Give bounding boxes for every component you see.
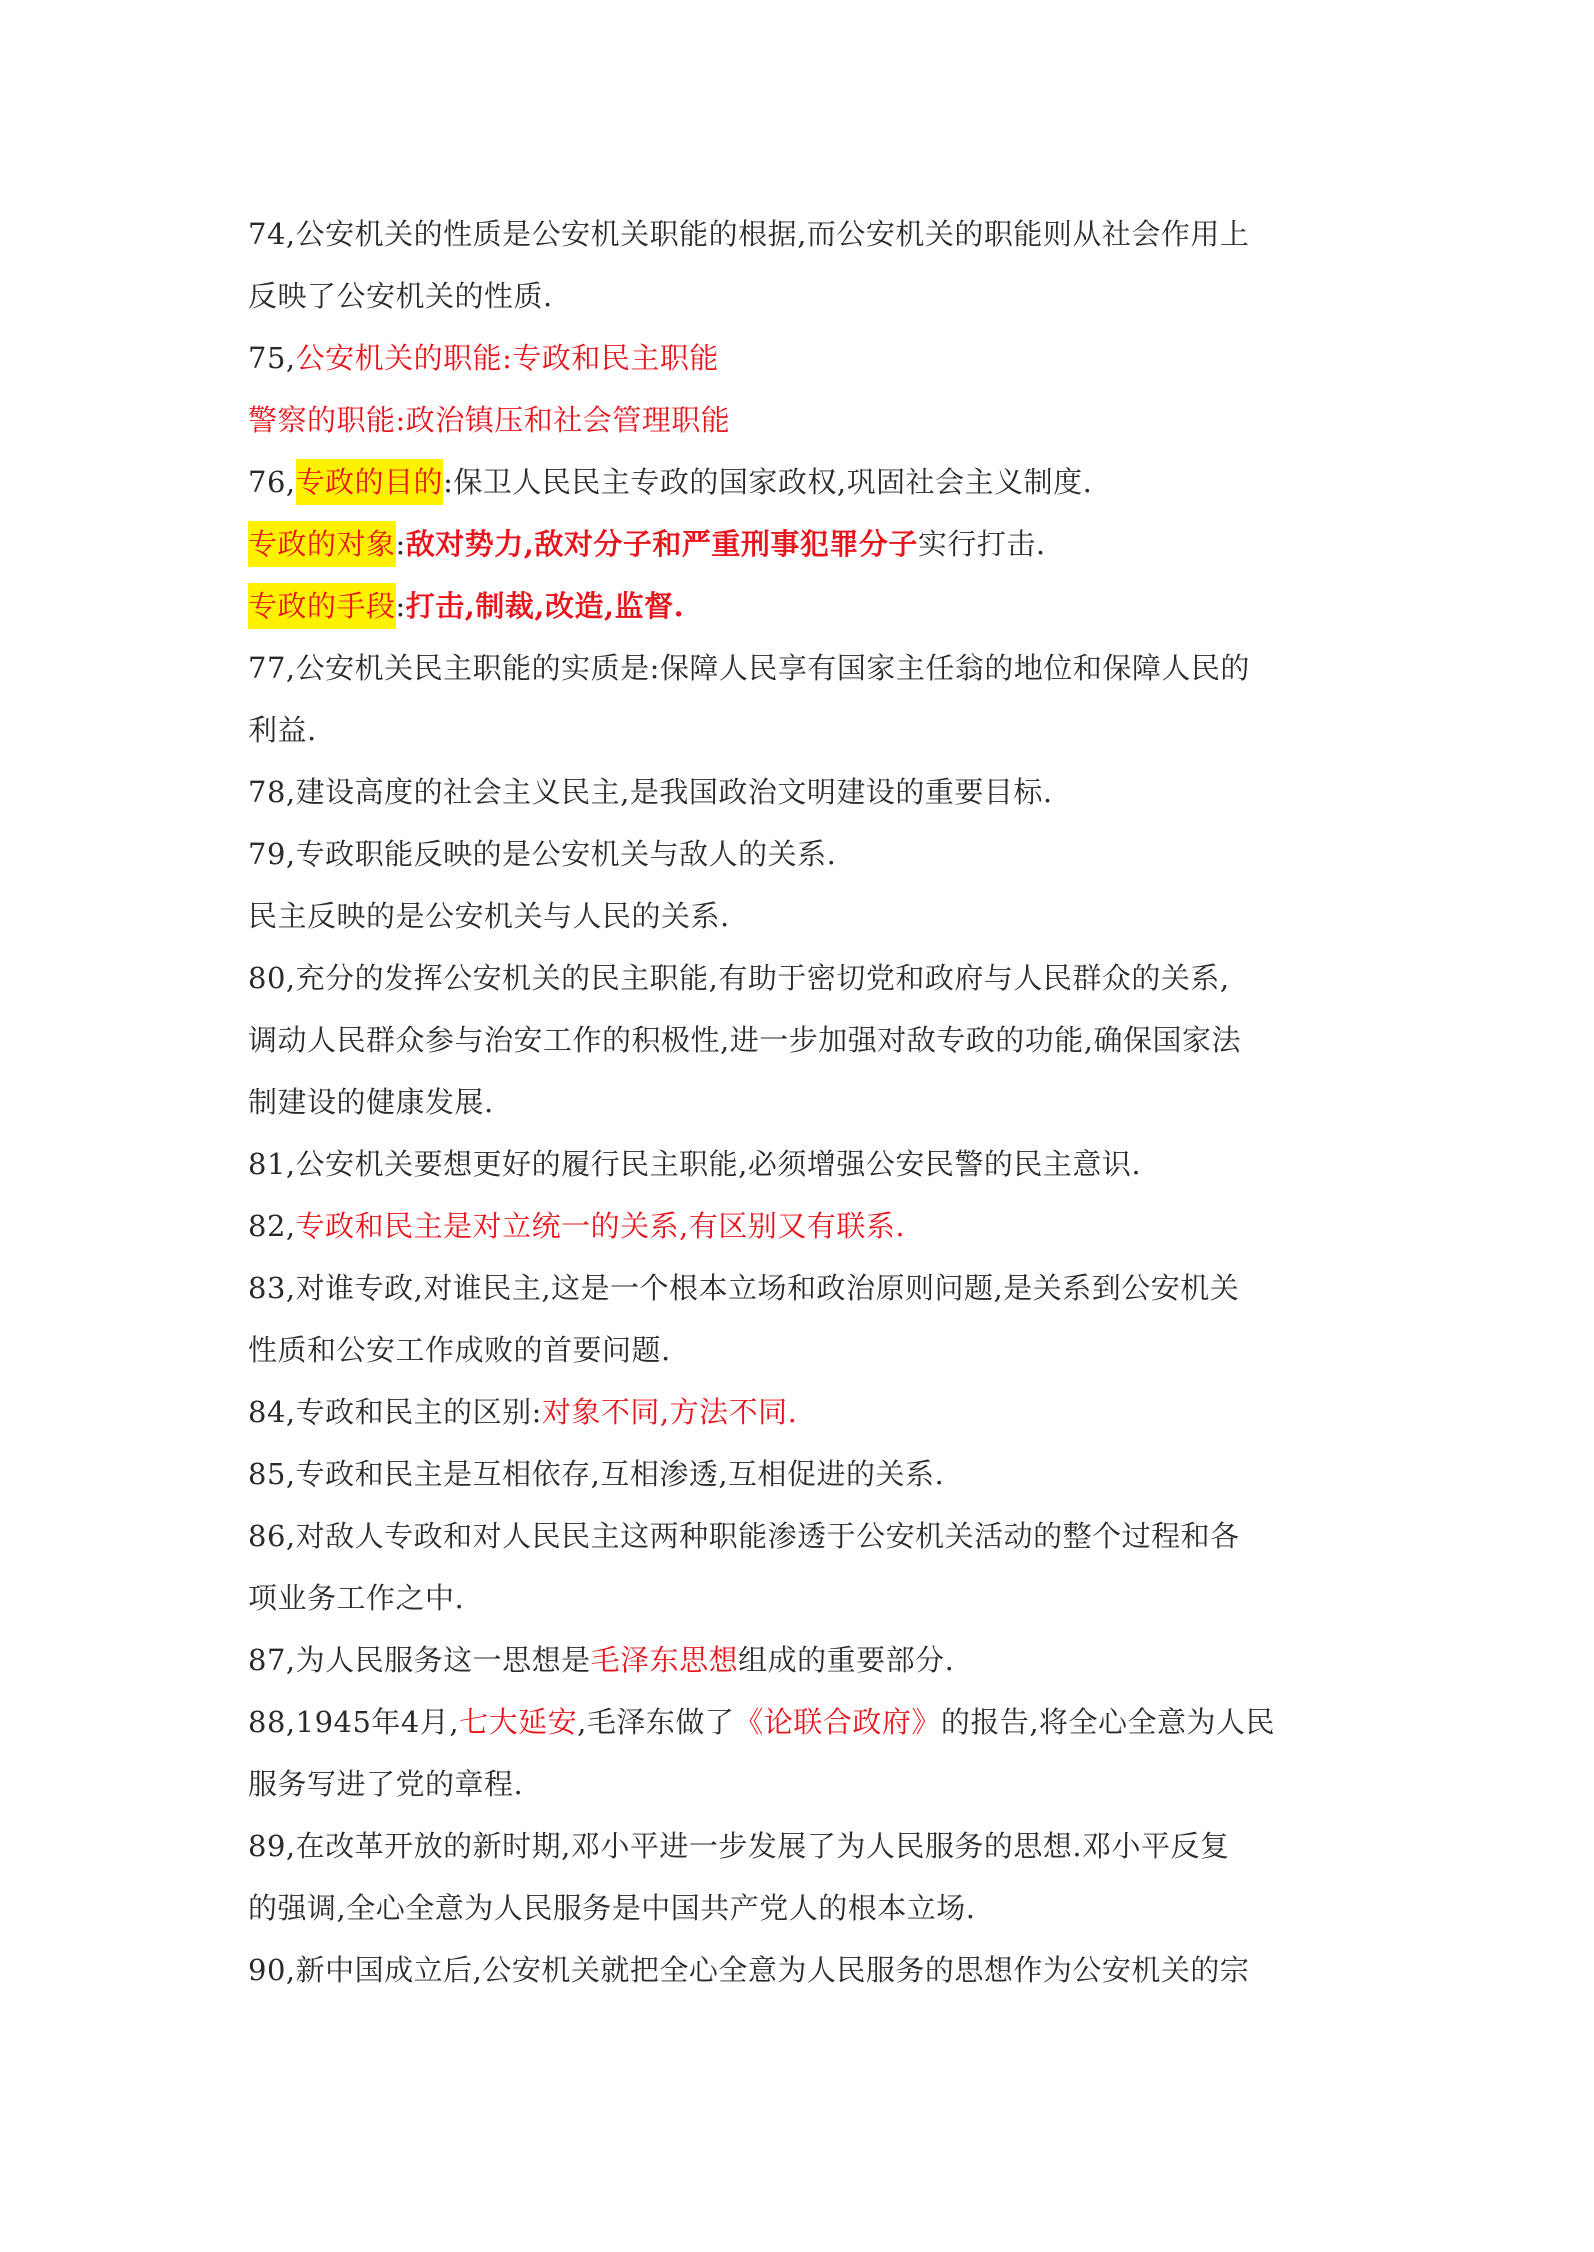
text-line <box>248 823 1358 885</box>
text-run: 性质和公安工作成败的首要问题. <box>248 1333 671 1367</box>
text-run: 公安机关的职能:专政和民主职能 <box>295 341 719 375</box>
text-run: 组成的重要部分. <box>738 1643 955 1677</box>
text-run: 专政和民主是对立统一的关系,有区别又有联系. <box>295 1209 906 1243</box>
text-run: 的报告,将全心全意为人民 <box>940 1705 1276 1739</box>
text-line <box>248 1877 1358 1939</box>
text-line <box>248 1567 1358 1629</box>
text-run: 87,为人民服务这一思想是 <box>248 1643 591 1677</box>
text-run: 的强调,全心全意为人民服务是中国共产党人的根本立场. <box>248 1891 976 1925</box>
text-run: 对象不同,方法不同. <box>541 1395 798 1429</box>
text-line <box>248 761 1358 823</box>
text-run: 警察的职能:政治镇压和社会管理职能 <box>248 403 731 437</box>
text-run: 81,公安机关要想更好的履行民主职能,必须增强公安民警的民主意识. <box>248 1147 1142 1181</box>
text-line <box>248 885 1358 947</box>
text-run: 七大延安 <box>459 1705 578 1739</box>
text-run: 78,建设高度的社会主义民主,是我国政治文明建设的重要目标. <box>248 775 1053 809</box>
text-line <box>248 1505 1358 1567</box>
text-run: 毛泽东思想 <box>590 1643 739 1677</box>
text-run: : <box>395 527 406 561</box>
text-run: 90,新中国成立后,公安机关就把全心全意为人民服务的思想作为公安机关的宗 <box>248 1953 1250 1987</box>
text-run: 实行打击. <box>917 527 1046 561</box>
text-run: 86,对敌人专政和对人民民主这两种职能渗透于公安机关活动的整个过程和各 <box>248 1519 1240 1553</box>
text-line <box>248 1691 1358 1753</box>
text-run: ,毛泽东做了 <box>577 1705 735 1739</box>
text-line <box>248 327 1358 389</box>
text-line <box>248 1257 1358 1319</box>
text-run: 80,充分的发挥公安机关的民主职能,有助于密切党和政府与人民群众的关系, <box>248 961 1230 995</box>
text-line <box>248 1753 1358 1815</box>
text-line <box>248 1195 1358 1257</box>
text-line <box>248 1133 1358 1195</box>
text-run: 民主反映的是公安机关与人民的关系. <box>248 899 730 933</box>
text-line <box>248 1381 1358 1443</box>
text-run: 75, <box>248 341 296 375</box>
text-run: 制建设的健康发展. <box>248 1085 494 1119</box>
text-line <box>248 389 1358 451</box>
text-run: 74,公安机关的性质是公安机关职能的根据,而公安机关的职能则从社会作用上 <box>248 217 1250 251</box>
text-line <box>248 575 1358 637</box>
text-line <box>248 265 1358 327</box>
text-line <box>248 1629 1358 1691</box>
highlighted-term: 专政的手段 <box>248 583 396 629</box>
text-run: 利益. <box>248 713 317 747</box>
text-run: 敌对势力,敌对分子和严重刑事犯罪分子 <box>405 527 918 561</box>
highlighted-term: 专政的目的 <box>296 459 444 505</box>
text-line <box>248 947 1358 1009</box>
text-line <box>248 1939 1358 2001</box>
text-run: 79,专政职能反映的是公安机关与敌人的关系. <box>248 837 837 871</box>
text-line <box>248 1319 1358 1381</box>
text-body <box>248 203 1358 2001</box>
text-run: 83,对谁专政,对谁民主,这是一个根本立场和政治原则问题,是关系到公安机关 <box>248 1271 1240 1305</box>
text-run: 88,1945年4月, <box>248 1705 460 1739</box>
text-run: 85,专政和民主是互相依存,互相渗透,互相促进的关系. <box>248 1457 945 1491</box>
text-run: 项业务工作之中. <box>248 1581 465 1615</box>
text-run: 77,公安机关民主职能的实质是:保障人民享有国家主任翁的地位和保障人民的 <box>248 651 1250 685</box>
text-line <box>248 1071 1358 1133</box>
text-line <box>248 451 1358 513</box>
text-line <box>248 699 1358 761</box>
text-run: 84,专政和民主的区别: <box>248 1395 542 1429</box>
highlighted-term: 专政的对象 <box>248 521 396 567</box>
text-line <box>248 1009 1358 1071</box>
text-line <box>248 1815 1358 1877</box>
text-run: 89,在改革开放的新时期,邓小平进一步发展了为人民服务的思想.邓小平反复 <box>248 1829 1230 1863</box>
text-line <box>248 513 1358 575</box>
text-run: 服务写进了党的章程. <box>248 1767 524 1801</box>
text-line <box>248 203 1358 265</box>
text-run: 反映了公安机关的性质. <box>248 279 553 313</box>
text-run: 打击,制裁,改造,监督. <box>405 589 685 623</box>
text-run: : <box>395 589 406 623</box>
text-line <box>248 637 1358 699</box>
text-line <box>248 1443 1358 1505</box>
text-run: 82, <box>248 1209 296 1243</box>
text-run: 调动人民群众参与治安工作的积极性,进一步加强对敌专政的功能,确保国家法 <box>248 1023 1241 1057</box>
text-run: 《论联合政府》 <box>734 1705 941 1739</box>
text-run: 76, <box>248 465 296 499</box>
text-run: :保卫人民民主专政的国家政权,巩固社会主义制度. <box>443 465 1093 499</box>
